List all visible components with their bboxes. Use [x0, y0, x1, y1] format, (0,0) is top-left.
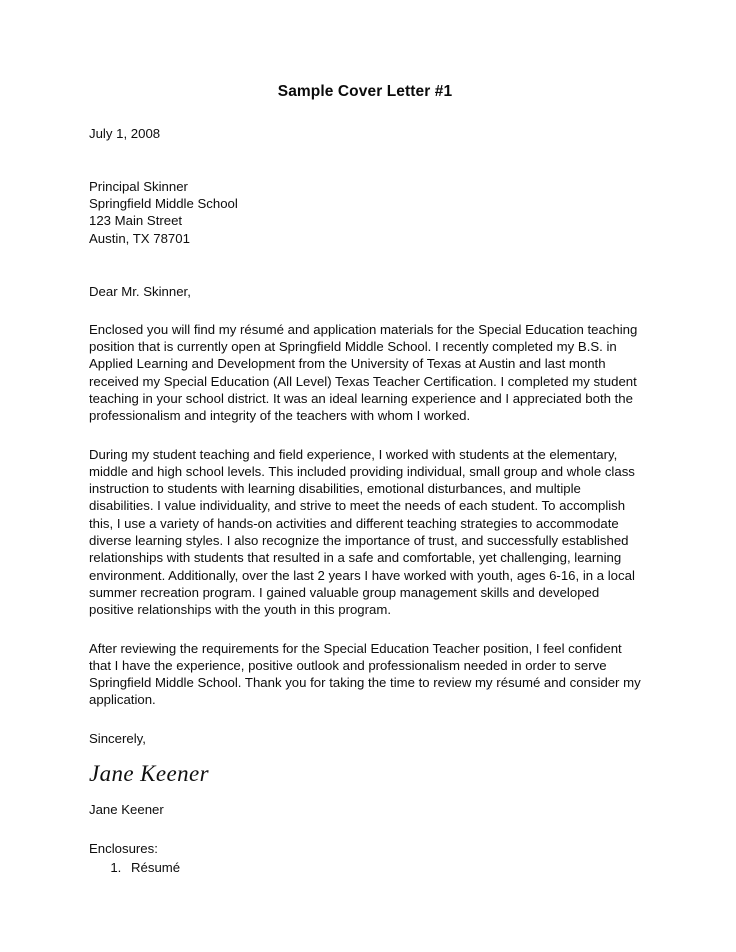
- list-item: 1. Résumé: [125, 859, 641, 877]
- letter-body-column: [89, 0, 641, 876]
- enclosures-list: [89, 857, 641, 877]
- body-paragraph-3: After reviewing the requirements for the Special Education Teacher position, I feel confident that I have the experience, positive outlook and professionalism needed in order to serve Springfield Middle School. Thank you for taking the time to review my résumé and consider my application.: [89, 640, 641, 708]
- closing-line: Sincerely,: [89, 730, 146, 746]
- letter-date: July 1, 2008: [89, 126, 161, 141]
- body-paragraph-2: During my student teaching and field experience, I worked with students at the elementary, middle and high school levels. This included providing individual, small group and whole class instruction to students with learning disabilities, emotional disturbances, and multiple disabilities. I value individuality, and strive to meet the needs of each student. To accomplish this, I use a variety of hands-on activities and different teaching strategies to accommodate diverse learning styles. I also recognize the importance of trust, and successfully established relationships with students that resulted in a safe and comfortable, yet challenging, learning environment. Additionally, over the last 2 years I have worked with youth, ages 6-16, in a local summer recreation program. I gained valuable group management skills and developed positive relationships with the youth in this program.: [89, 446, 635, 618]
- page-title: Sample Cover Letter #1: [277, 83, 453, 100]
- salutation: Dear Mr. Skinner,: [89, 283, 191, 299]
- body-paragraph-1: Enclosed you will find my résumé and application materials for the Special Education teaching position that is currently open at Springfield Middle School. I recently completed my B.S. in Applied Learning and Development from the University of Texas at Austin and last month received my Special Education (All Level) Texas Teacher Certification. I completed my student teaching in your school district. It was an ideal learning experience and I appreciated both the professionalism and integrity of the teachers with whom I worked.: [89, 321, 638, 424]
- recipient-name: Principal Skinner: [89, 179, 188, 194]
- recipient-organization: Springfield Middle School: [89, 196, 238, 212]
- signature-printed-name: Jane Keener: [89, 801, 164, 817]
- handwritten-signature: Jane Keener: [89, 760, 209, 786]
- recipient-city-state-zip: Austin, TX 78701: [89, 230, 190, 246]
- enclosures-heading: Enclosures:: [89, 840, 158, 856]
- recipient-street: 123 Main Street: [89, 213, 183, 229]
- recipient-address-block: [89, 142, 641, 247]
